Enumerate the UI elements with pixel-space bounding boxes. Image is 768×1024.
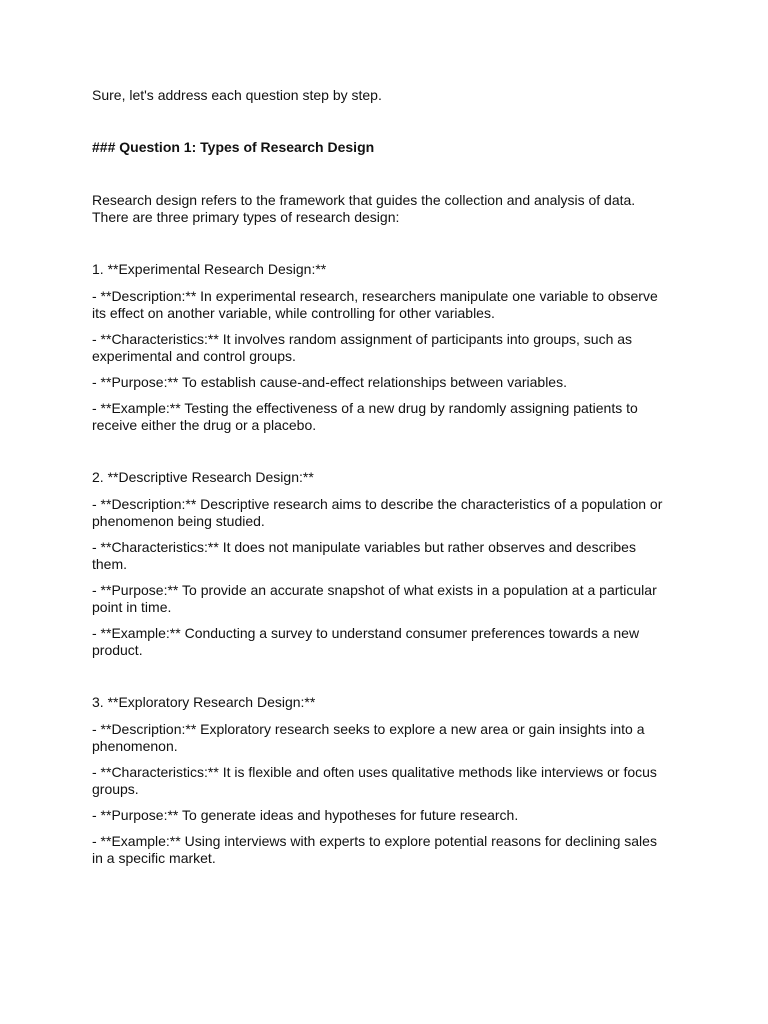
section-item-line: - **Purpose:** To generate ideas and hypotheses for future research. (92, 807, 519, 823)
section-item-line: experimental and control groups. (92, 348, 296, 364)
question-heading: ### Question 1: Types of Research Design (92, 139, 375, 155)
section-item-line: - **Description:** Descriptive research aims to describe the characteristics of a population or (92, 496, 663, 512)
section-item-line: receive either the drug or a placebo. (92, 417, 317, 433)
section-item-line: - **Characteristics:** It does not manipulate variables but rather observes and describes (92, 539, 636, 555)
section-item-line: - **Description:** Exploratory research seeks to explore a new area or gain insights into a (92, 721, 645, 737)
section-item-line: point in time. (92, 599, 172, 615)
section-title: 1. **Experimental Research Design:** (92, 261, 327, 277)
overview-line-2: There are three primary types of research design: (92, 209, 400, 225)
section-item-line: phenomenon. (92, 738, 178, 754)
overview-line-1: Research design refers to the framework that guides the collection and analysis of data. (92, 192, 636, 208)
section-item-line: - **Description:** In experimental research, researchers manipulate one variable to observe (92, 288, 658, 304)
section-item-line: - **Example:** Using interviews with experts to explore potential reasons for declining sales (92, 833, 657, 849)
section-item-line: - **Characteristics:** It involves random assignment of participants into groups, such as (92, 331, 633, 347)
section-item-line: groups. (92, 781, 139, 797)
section-item-line: - **Purpose:** To establish cause-and-effect relationships between variables. (92, 374, 567, 390)
section-item-line: - **Characteristics:** It is flexible and often uses qualitative methods like interviews or focus (92, 764, 657, 780)
section-item-line: - **Example:** Conducting a survey to understand consumer preferences towards a new (92, 625, 640, 641)
section-item-line: them. (92, 556, 128, 572)
intro-text: Sure, let's address each question step by step. (92, 87, 382, 103)
section-title: 2. **Descriptive Research Design:** (92, 469, 314, 485)
section-item-line: phenomenon being studied. (92, 513, 265, 529)
section-item-line: - **Example:** Testing the effectiveness of a new drug by randomly assigning patients to (92, 400, 638, 416)
section-item-line: its effect on another variable, while controlling for other variables. (92, 305, 495, 321)
section-item-line: - **Purpose:** To provide an accurate snapshot of what exists in a population at a particular (92, 582, 657, 598)
section-item-line: product. (92, 642, 143, 658)
section-title: 3. **Exploratory Research Design:** (92, 694, 316, 710)
section-item-line: in a specific market. (92, 850, 216, 866)
